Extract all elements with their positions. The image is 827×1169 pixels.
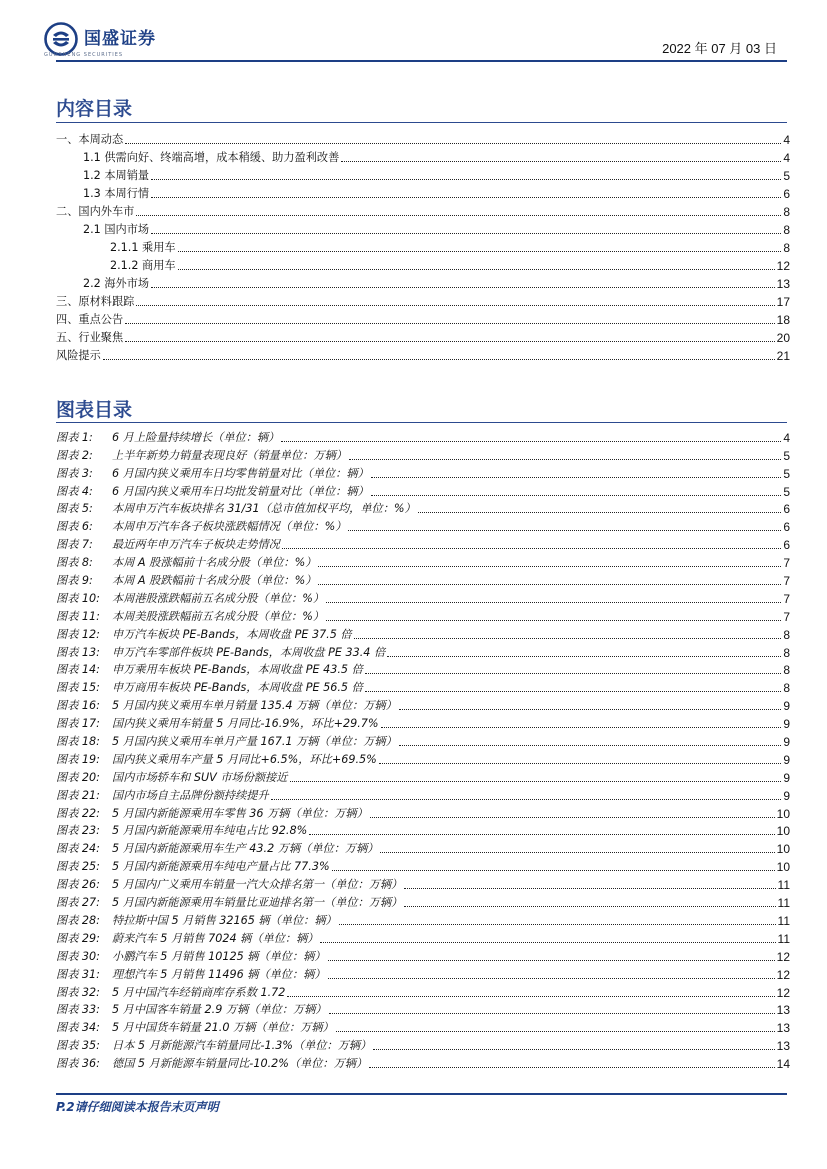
figure-page: 11 bbox=[777, 913, 790, 928]
toc-entry-page: 4 bbox=[783, 151, 790, 165]
figure-caption: 5 月国内新能源乘用车销量比亚迪排名第一（单位：万辆） bbox=[112, 896, 403, 910]
dot-leader bbox=[354, 628, 782, 639]
toc-entry-page: 17 bbox=[776, 295, 790, 309]
dot-leader bbox=[326, 592, 781, 603]
toc-entry-label: 1.2 本周销量 bbox=[83, 169, 150, 182]
toc-entry[interactable] bbox=[56, 129, 790, 147]
dot-leader bbox=[379, 753, 782, 764]
figure-number: 图表 4: bbox=[56, 484, 93, 498]
toc-entry-label: 2.1.1 乘用车 bbox=[110, 241, 176, 254]
figure-entry[interactable] bbox=[56, 1000, 790, 1018]
figure-caption: 5 月中国客车销量 2.9 万辆（单位：万辆） bbox=[112, 1003, 327, 1017]
figure-page: 4 bbox=[783, 430, 790, 445]
figure-page: 5 bbox=[783, 448, 790, 463]
figure-caption: 5 月国内新能源乘用车纯电占比 92.8% bbox=[112, 824, 308, 838]
page-header bbox=[0, 0, 827, 62]
toc-entry-page: 4 bbox=[783, 133, 790, 147]
figure-number: 图表 29: bbox=[56, 931, 100, 945]
figure-number: 图表 32: bbox=[56, 985, 100, 999]
dot-leader bbox=[369, 1057, 774, 1068]
toc-entry-label: 风险提示 bbox=[56, 349, 101, 362]
figures-list bbox=[56, 427, 790, 1071]
dot-leader bbox=[399, 699, 782, 710]
toc-entry[interactable] bbox=[56, 201, 790, 219]
figure-caption: 国内狭义乘用车产量 5 月同比+6.5%，环比+69.5% bbox=[112, 752, 377, 766]
header-divider bbox=[56, 60, 787, 62]
figure-entry[interactable] bbox=[56, 767, 790, 785]
toc-entry-label: 五、行业聚焦 bbox=[56, 331, 124, 344]
dot-leader bbox=[328, 968, 775, 979]
figure-number: 图表 35: bbox=[56, 1039, 100, 1053]
toc-entry-page: 8 bbox=[783, 205, 790, 219]
figure-page: 14 bbox=[776, 1057, 790, 1072]
figure-number: 图表 31: bbox=[56, 967, 100, 981]
figures-title: 图表目录 bbox=[56, 399, 133, 421]
toc-entry[interactable] bbox=[56, 309, 790, 327]
figure-caption: 理想汽车 5 月销售 11496 辆（单位：辆） bbox=[112, 967, 326, 981]
figure-entry[interactable] bbox=[56, 552, 790, 570]
figure-number: 图表 13: bbox=[56, 645, 100, 659]
toc-entry-label: 一、本周动态 bbox=[56, 133, 124, 146]
figure-number: 图表 34: bbox=[56, 1021, 100, 1035]
figure-number: 图表 3: bbox=[56, 466, 93, 480]
dot-leader bbox=[151, 223, 781, 234]
figure-entry[interactable] bbox=[56, 982, 790, 1000]
figure-entry[interactable] bbox=[56, 463, 790, 481]
figure-caption: 国内市场自主品牌份额持续提升 bbox=[112, 788, 269, 802]
figure-number: 图表 7: bbox=[56, 538, 93, 552]
figure-number: 图表 28: bbox=[56, 913, 100, 927]
toc-entry-label: 1.1 供需向好、终端高增，成本稍缓、助力盈利改善 bbox=[83, 151, 340, 164]
figure-number: 图表 10: bbox=[56, 591, 100, 605]
dot-leader bbox=[125, 133, 781, 144]
figure-entry[interactable] bbox=[56, 534, 790, 552]
figure-page: 7 bbox=[783, 591, 790, 606]
company-logo bbox=[44, 22, 156, 56]
figure-page: 12 bbox=[776, 967, 790, 982]
figure-number: 图表 30: bbox=[56, 949, 100, 963]
figure-entry[interactable] bbox=[56, 713, 790, 731]
footer-disclaimer: P.2请仔细阅读本报告末页声明 bbox=[56, 1100, 219, 1114]
figure-entry[interactable] bbox=[56, 803, 790, 821]
figure-page: 9 bbox=[783, 770, 790, 785]
dot-leader bbox=[349, 449, 781, 460]
figure-entry[interactable] bbox=[56, 946, 790, 964]
logo-subtitle: GUOSHENG SECURITIES bbox=[44, 52, 124, 58]
dot-leader bbox=[326, 610, 781, 621]
toc-entry[interactable] bbox=[56, 273, 790, 291]
dot-leader bbox=[136, 205, 781, 216]
toc-entry-page: 5 bbox=[783, 169, 790, 183]
toc-entry[interactable] bbox=[56, 237, 790, 255]
figure-entry[interactable] bbox=[56, 499, 790, 517]
figure-number: 图表 16: bbox=[56, 699, 100, 713]
figure-page: 9 bbox=[783, 788, 790, 803]
figure-caption: 小鹏汽车 5 月销售 10125 辆（单位：辆） bbox=[112, 949, 326, 963]
dot-leader bbox=[125, 313, 775, 324]
table-of-contents bbox=[56, 129, 790, 363]
figure-page: 8 bbox=[783, 681, 790, 696]
figure-entry[interactable] bbox=[56, 821, 790, 839]
dot-leader bbox=[332, 860, 775, 871]
figure-caption: 蔚来汽车 5 月销售 7024 辆（单位：辆） bbox=[112, 931, 319, 945]
figure-number: 图表 21: bbox=[56, 788, 100, 802]
figure-page: 10 bbox=[776, 824, 790, 839]
toc-entry-page: 21 bbox=[776, 349, 790, 363]
logo-text: 国盛证券 bbox=[84, 29, 156, 49]
figure-number: 图表 22: bbox=[56, 806, 100, 820]
toc-entry-page: 6 bbox=[783, 187, 790, 201]
figure-number: 图表 15: bbox=[56, 681, 100, 695]
toc-entry[interactable] bbox=[56, 255, 790, 273]
figure-page: 6 bbox=[783, 502, 790, 517]
dot-leader bbox=[329, 1003, 775, 1014]
dot-leader bbox=[387, 646, 781, 657]
dot-leader bbox=[328, 950, 775, 961]
dot-leader bbox=[103, 349, 775, 360]
figure-caption: 本周申万汽车各子板块涨跌幅情况（单位：%） bbox=[112, 520, 347, 534]
figure-entry[interactable] bbox=[56, 892, 790, 910]
dot-leader bbox=[320, 932, 775, 943]
dot-leader bbox=[125, 331, 775, 342]
dot-leader bbox=[365, 681, 782, 692]
dot-leader bbox=[418, 502, 782, 513]
figures-title-divider bbox=[56, 422, 787, 423]
dot-leader bbox=[318, 574, 781, 585]
figure-number: 图表 5: bbox=[56, 502, 93, 516]
figure-entry[interactable] bbox=[56, 516, 790, 534]
figure-caption: 本周港股涨跌幅前五名成分股（单位：%） bbox=[112, 591, 325, 605]
figure-caption: 本周 A 股涨幅前十名成分股（单位：%） bbox=[112, 556, 317, 570]
figure-page: 8 bbox=[783, 627, 790, 642]
figure-number: 图表 24: bbox=[56, 842, 100, 856]
toc-entry-page: 13 bbox=[776, 277, 790, 291]
toc-entry-label: 2.2 海外市场 bbox=[83, 277, 150, 290]
figure-entry[interactable] bbox=[56, 785, 790, 803]
figure-page: 9 bbox=[783, 699, 790, 714]
figure-page: 11 bbox=[777, 896, 790, 911]
dot-leader bbox=[336, 1021, 775, 1032]
toc-entry-label: 四、重点公告 bbox=[56, 313, 124, 326]
toc-entry-page: 20 bbox=[776, 331, 790, 345]
figure-entry[interactable] bbox=[56, 1053, 790, 1071]
figure-caption: 5 月国内新能源乘用车零售 36 万辆（单位：万辆） bbox=[112, 806, 368, 820]
toc-title-divider bbox=[56, 122, 787, 123]
dot-leader bbox=[370, 807, 775, 818]
guosheng-logo-icon bbox=[44, 22, 78, 56]
figure-page: 10 bbox=[776, 842, 790, 857]
dot-leader bbox=[371, 467, 782, 478]
toc-entry-page: 8 bbox=[783, 241, 790, 255]
figure-entry[interactable] bbox=[56, 874, 790, 892]
figure-caption: 申万汽车板块 PE-Bands，本周收盘 PE 37.5 倍 bbox=[112, 627, 352, 641]
toc-entry[interactable] bbox=[56, 345, 790, 363]
figure-entry[interactable] bbox=[56, 642, 790, 660]
figure-caption: 6 月上险量持续增长（单位：辆） bbox=[112, 430, 280, 444]
dot-leader bbox=[348, 520, 781, 531]
dot-leader bbox=[271, 789, 782, 800]
toc-entry-label: 2.1.2 商用车 bbox=[110, 259, 176, 272]
toc-entry-label: 二、国内外车市 bbox=[56, 205, 135, 218]
figure-entry[interactable] bbox=[56, 606, 790, 624]
figure-page: 7 bbox=[783, 609, 790, 624]
figure-page: 6 bbox=[783, 538, 790, 553]
figure-entry[interactable] bbox=[56, 570, 790, 588]
figure-caption: 本周 A 股跌幅前十名成分股（单位：%） bbox=[112, 574, 317, 588]
figure-number: 图表 11: bbox=[56, 609, 100, 623]
figure-caption: 国内市场轿车和 SUV 市场份额接近 bbox=[112, 770, 288, 784]
figure-caption: 申万乘用车板块 PE-Bands，本周收盘 PE 43.5 倍 bbox=[112, 663, 363, 677]
dot-leader bbox=[373, 1039, 774, 1050]
toc-entry-label: 三、原材料跟踪 bbox=[56, 295, 135, 308]
dot-leader bbox=[365, 663, 782, 674]
toc-entry[interactable] bbox=[56, 165, 790, 183]
dot-leader bbox=[309, 824, 774, 835]
figure-caption: 5 月国内狭义乘用车单月销量 135.4 万辆（单位：万辆） bbox=[112, 699, 397, 713]
figure-page: 9 bbox=[783, 735, 790, 750]
figure-entry[interactable] bbox=[56, 856, 790, 874]
figure-number: 图表 25: bbox=[56, 860, 100, 874]
toc-entry[interactable] bbox=[56, 147, 790, 165]
figure-entry[interactable] bbox=[56, 695, 790, 713]
figure-page: 13 bbox=[776, 1021, 790, 1036]
dot-leader bbox=[404, 896, 775, 907]
figure-entry[interactable] bbox=[56, 910, 790, 928]
figure-caption: 5 月国内狭义乘用车单月产量 167.1 万辆（单位：万辆） bbox=[112, 735, 397, 749]
figure-number: 图表 14: bbox=[56, 663, 100, 677]
figure-number: 图表 23: bbox=[56, 824, 100, 838]
figure-number: 图表 18: bbox=[56, 735, 100, 749]
figure-number: 图表 9: bbox=[56, 574, 93, 588]
dot-leader bbox=[281, 431, 781, 442]
figure-number: 图表 26: bbox=[56, 878, 100, 892]
figure-entry[interactable] bbox=[56, 481, 790, 499]
figure-page: 11 bbox=[777, 931, 790, 946]
figure-page: 5 bbox=[783, 466, 790, 481]
dot-leader bbox=[287, 986, 774, 997]
dot-leader bbox=[282, 538, 781, 549]
dot-leader bbox=[339, 914, 776, 925]
figure-caption: 6 月国内狭义乘用车日均零售销量对比（单位：辆） bbox=[112, 466, 369, 480]
toc-entry[interactable] bbox=[56, 183, 790, 201]
figure-entry[interactable] bbox=[56, 660, 790, 678]
figure-page: 10 bbox=[776, 860, 790, 875]
figure-page: 9 bbox=[783, 752, 790, 767]
toc-title: 内容目录 bbox=[56, 98, 133, 120]
figure-number: 图表 1: bbox=[56, 430, 93, 444]
figure-caption: 申万商用车板块 PE-Bands，本周收盘 PE 56.5 倍 bbox=[112, 681, 363, 695]
figure-page: 7 bbox=[783, 556, 790, 571]
dot-leader bbox=[151, 187, 781, 198]
figure-caption: 6 月国内狭义乘用车日均批发销量对比（单位：辆） bbox=[112, 484, 369, 498]
dot-leader bbox=[318, 556, 781, 567]
dot-leader bbox=[380, 842, 774, 853]
figure-page: 10 bbox=[776, 806, 790, 821]
figure-caption: 5 月国内新能源乘用车纯电产量占比 77.3% bbox=[112, 860, 330, 874]
figure-page: 13 bbox=[776, 1039, 790, 1054]
figure-caption: 5 月国内广义乘用车销量一汽大众排名第一（单位：万辆） bbox=[112, 878, 403, 892]
figure-entry[interactable] bbox=[56, 445, 790, 463]
figure-entry[interactable] bbox=[56, 588, 790, 606]
figure-caption: 上半年新势力销量表现良好（销量单位：万辆） bbox=[112, 448, 347, 462]
figure-page: 5 bbox=[783, 484, 790, 499]
figure-page: 6 bbox=[783, 520, 790, 535]
dot-leader bbox=[341, 151, 781, 162]
figure-number: 图表 6: bbox=[56, 520, 93, 534]
figure-page: 9 bbox=[783, 717, 790, 732]
figure-entry[interactable] bbox=[56, 838, 790, 856]
toc-entry-label: 2.1 国内市场 bbox=[83, 223, 150, 236]
figure-page: 8 bbox=[783, 663, 790, 678]
dot-leader bbox=[151, 277, 775, 288]
figure-number: 图表 12: bbox=[56, 627, 100, 641]
figure-number: 图表 20: bbox=[56, 770, 100, 784]
toc-entry[interactable] bbox=[56, 291, 790, 309]
dot-leader bbox=[404, 878, 775, 889]
figure-number: 图表 33: bbox=[56, 1003, 100, 1017]
figure-page: 8 bbox=[783, 645, 790, 660]
figure-entry[interactable] bbox=[56, 928, 790, 946]
figure-number: 图表 36: bbox=[56, 1057, 100, 1071]
figure-caption: 本周申万汽车板块排名 31/31（总市值加权平均，单位：%） bbox=[112, 502, 416, 516]
dot-leader bbox=[399, 735, 782, 746]
figure-page: 12 bbox=[776, 985, 790, 1000]
figure-entry[interactable] bbox=[56, 1035, 790, 1053]
figure-entry[interactable] bbox=[56, 1017, 790, 1035]
figure-number: 图表 8: bbox=[56, 556, 93, 570]
figure-page: 12 bbox=[776, 949, 790, 964]
dot-leader bbox=[136, 295, 774, 306]
dot-leader bbox=[178, 259, 775, 270]
figure-caption: 特拉斯中国 5 月销售 32165 辆（单位：辆） bbox=[112, 913, 337, 927]
figure-caption: 本周美股涨跌幅前五名成分股（单位：%） bbox=[112, 609, 325, 623]
figure-page: 13 bbox=[776, 1003, 790, 1018]
dot-leader bbox=[371, 485, 782, 496]
figure-entry[interactable] bbox=[56, 749, 790, 767]
figure-entry[interactable] bbox=[56, 427, 790, 445]
figure-caption: 申万汽车零部件板块 PE-Bands，本周收盘 PE 33.4 倍 bbox=[112, 645, 386, 659]
figure-entry[interactable] bbox=[56, 731, 790, 749]
figure-caption: 德国 5 月新能源车销量同比-10.2%（单位：万辆） bbox=[112, 1057, 368, 1071]
toc-entry-page: 18 bbox=[776, 313, 790, 327]
footer-divider bbox=[56, 1093, 787, 1095]
figure-number: 图表 19: bbox=[56, 752, 100, 766]
figure-page: 7 bbox=[783, 574, 790, 589]
figure-number: 图表 17: bbox=[56, 717, 100, 731]
figure-caption: 国内狭义乘用车销量 5 月同比-16.9%，环比+29.7% bbox=[112, 717, 379, 731]
figure-caption: 5 月中国汽车经销商库存系数 1.72 bbox=[112, 985, 286, 999]
figure-caption: 最近两年申万汽车子板块走势情况 bbox=[112, 538, 280, 552]
toc-entry[interactable] bbox=[56, 327, 790, 345]
toc-entry-page: 12 bbox=[776, 259, 790, 273]
toc-entry-page: 8 bbox=[783, 223, 790, 237]
figure-entry[interactable] bbox=[56, 964, 790, 982]
figure-caption: 日本 5 月新能源汽车销量同比-1.3%（单位：万辆） bbox=[112, 1039, 372, 1053]
figure-number: 图表 2: bbox=[56, 448, 93, 462]
toc-entry-label: 1.3 本周行情 bbox=[83, 187, 150, 200]
figure-caption: 5 月国内新能源乘用车生产 43.2 万辆（单位：万辆） bbox=[112, 842, 379, 856]
figure-number: 图表 27: bbox=[56, 896, 100, 910]
figure-caption: 5 月中国货车销量 21.0 万辆（单位：万辆） bbox=[112, 1021, 334, 1035]
figure-page: 11 bbox=[777, 878, 790, 893]
figure-entry[interactable] bbox=[56, 677, 790, 695]
report-date: 2022 年 07 月 03 日 bbox=[662, 41, 777, 56]
dot-leader bbox=[178, 241, 782, 252]
dot-leader bbox=[151, 169, 781, 180]
figure-entry[interactable] bbox=[56, 624, 790, 642]
dot-leader bbox=[381, 717, 782, 728]
toc-entry[interactable] bbox=[56, 219, 790, 237]
dot-leader bbox=[290, 771, 782, 782]
